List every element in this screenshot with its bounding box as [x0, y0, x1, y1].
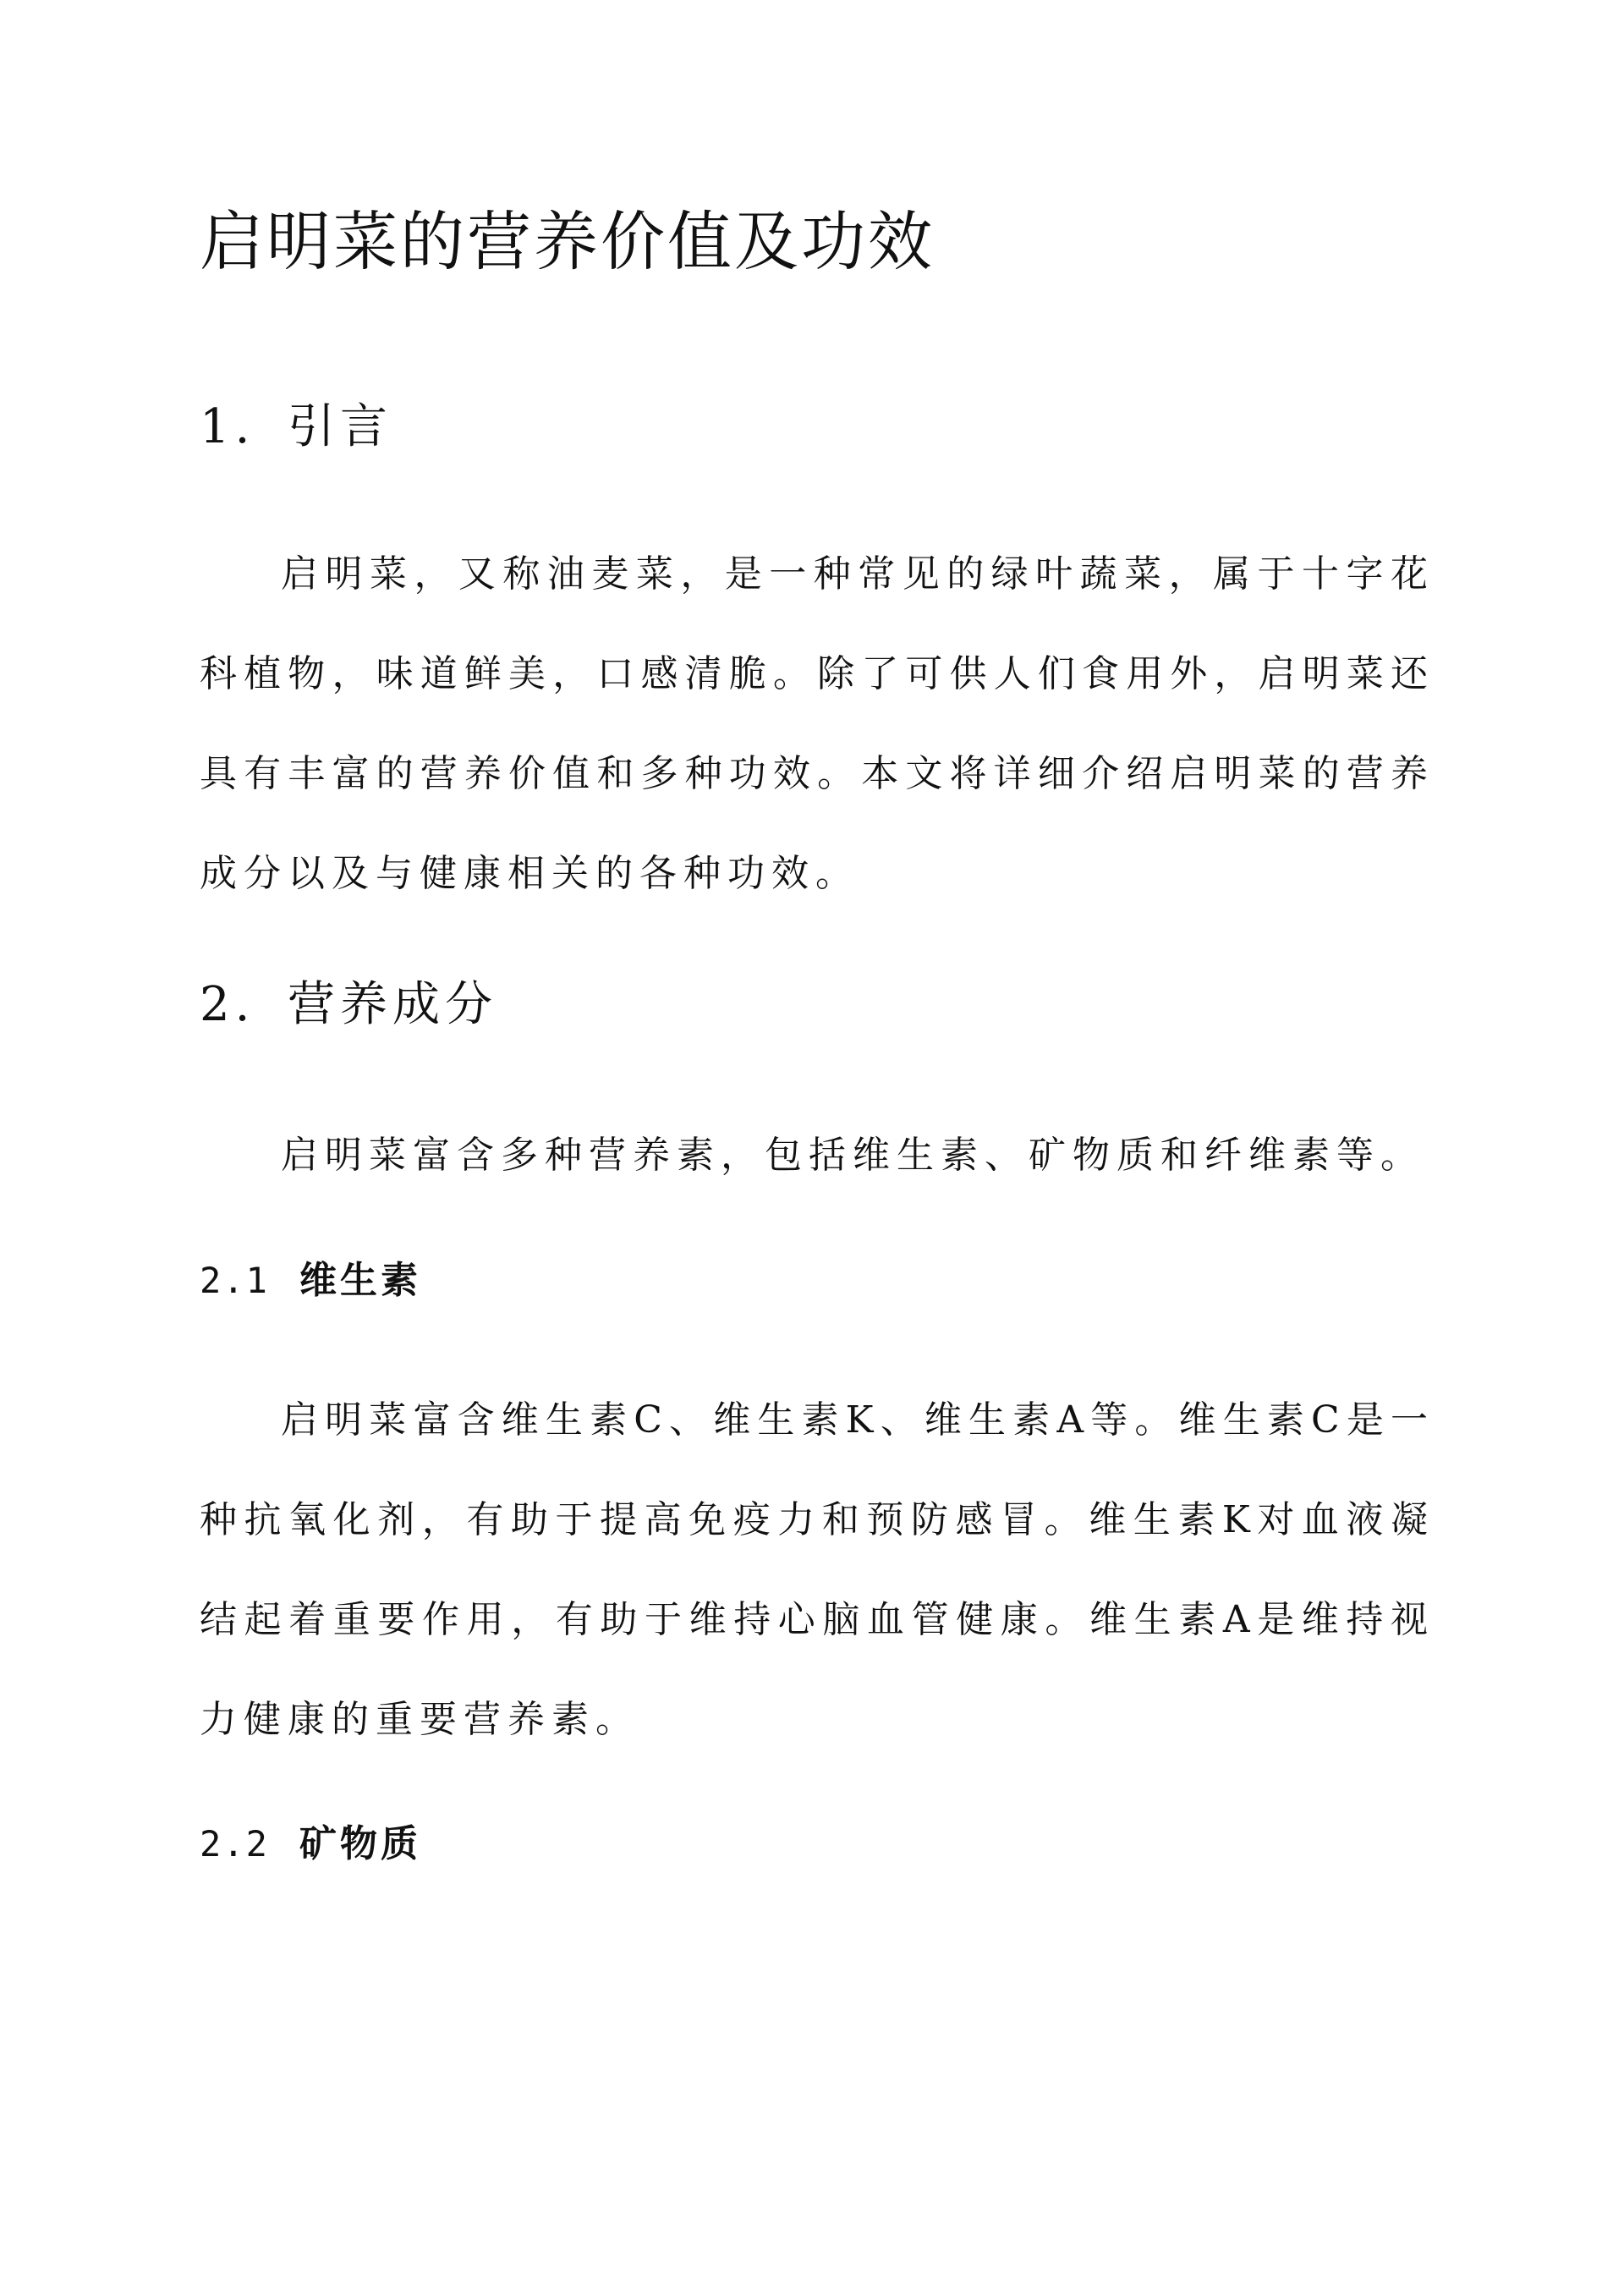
document-title: 启明菜的营养价值及功效	[200, 204, 935, 279]
nutrients-paragraph: 启明菜富含多种营养素，包括维生素、矿物质和纤维素等。	[281, 1134, 1424, 1177]
vitamins-paragraph: 启明菜富含维生素C、维生素K、维生素A等。维生素C是一种抗氧化剂，有助于提高免疫力和预防感冒。维生素K对血液凝结起着重要作用，有助于维持心脑血管健康。维生素A是维持视力健康的重要营养素。	[200, 1398, 1435, 1741]
section-title: 引言	[288, 399, 392, 454]
subsection-number: 2.2	[200, 1823, 269, 1865]
section-title: 营养成分	[288, 977, 497, 1032]
subsection-heading-minerals	[200, 1819, 421, 1870]
subsection-heading-vitamins	[200, 1255, 421, 1306]
subsection-number: 2.1	[200, 1260, 269, 1301]
section-number: 2.	[200, 977, 255, 1032]
section-number: 1.	[200, 399, 255, 454]
section-heading-introduction	[200, 393, 392, 461]
subsection-title: 矿物质	[299, 1822, 421, 1865]
subsection-title: 维生素	[299, 1259, 421, 1302]
section-heading-nutrients	[200, 971, 497, 1039]
introduction-paragraph: 启明菜，又称油麦菜，是一种常见的绿叶蔬菜，属于十字花科植物，味道鲜美，口感清脆。除了可供人们食用外，启明菜还具有丰富的营养价值和多种功效。本文将详细介绍启明菜的营养成分以及与健康相关的各种功效。	[200, 552, 1435, 895]
